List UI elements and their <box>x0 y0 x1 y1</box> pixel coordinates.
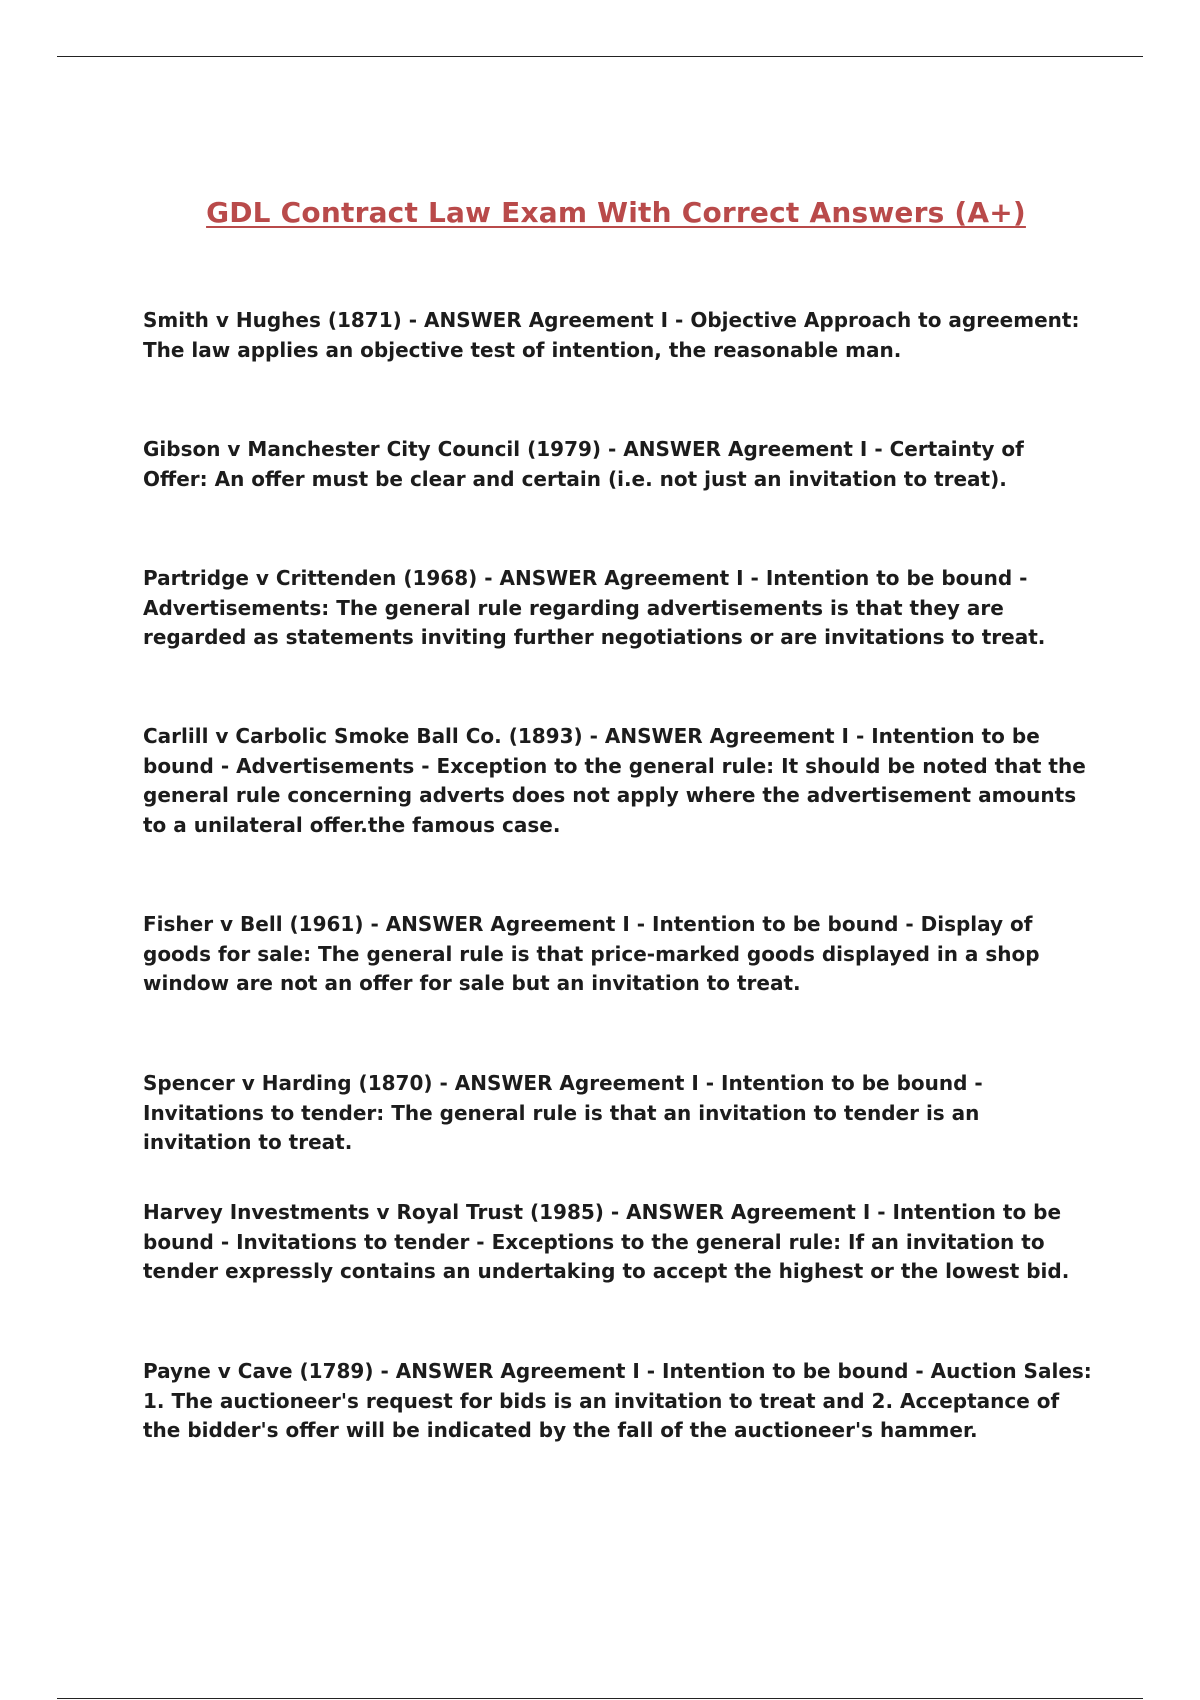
entry-partridge-v-crittenden: Partridge v Crittenden (1968) - ANSWER Agreement I - Intention to be bound - Advertisements: The general rule regarding advertisements is that they are regarded as statements inviting further negotiations or are invitations to treat. <box>143 566 1046 649</box>
entry-gibson-v-manchester: Gibson v Manchester City Council (1979) - ANSWER Agreement I - Certainty of Offer: An offer must be clear and certain (i.e. not just an invitation to treat). <box>143 437 1024 491</box>
entry-harvey-v-royal-trust: Harvey Investments v Royal Trust (1985) - ANSWER Agreement I - Intention to be bound - Invitations to tender - Exceptions to the general rule: If an invitation to tender expressly contains an undertaking to accept the highest or the lowest bid. <box>143 1200 1070 1283</box>
entry-payne-v-cave: Payne v Cave (1789) - ANSWER Agreement I - Intention to be bound - Auction Sales: 1. The auctioneer's request for bids is an invitation to treat and 2. Acceptance of the bidder's offer will be indicated by the fall of the auctioneer's hammer. <box>143 1359 1092 1442</box>
entry-carlill-v-carbolic: Carlill v Carbolic Smoke Ball Co. (1893) - ANSWER Agreement I - Intention to be bound - Advertisements - Exception to the general rule: It should be noted that the general rule concerning adverts does not apply where the advertisement amounts to a unilateral offer.the famous case. <box>143 724 1086 837</box>
entry-smith-v-hughes: Smith v Hughes (1871) - ANSWER Agreement I - Objective Approach to agreement: The law applies an objective test of intention, the reasonable man. <box>143 308 1080 362</box>
entry-spencer-v-harding: Spencer v Harding (1870) - ANSWER Agreement I - Intention to be bound - Invitations to tender: The general rule is that an invitation to tender is an invitation to treat. <box>143 1071 983 1154</box>
document-title: GDL Contract Law Exam With Correct Answers (A+) <box>206 196 1026 229</box>
top-rule <box>57 56 1143 57</box>
bottom-rule <box>57 1698 1143 1699</box>
entry-fisher-v-bell: Fisher v Bell (1961) - ANSWER Agreement I - Intention to be bound - Display of goods for sale: The general rule is that price-marked goods displayed in a shop window are not an offer for sale but an invitation to treat. <box>143 912 1040 995</box>
